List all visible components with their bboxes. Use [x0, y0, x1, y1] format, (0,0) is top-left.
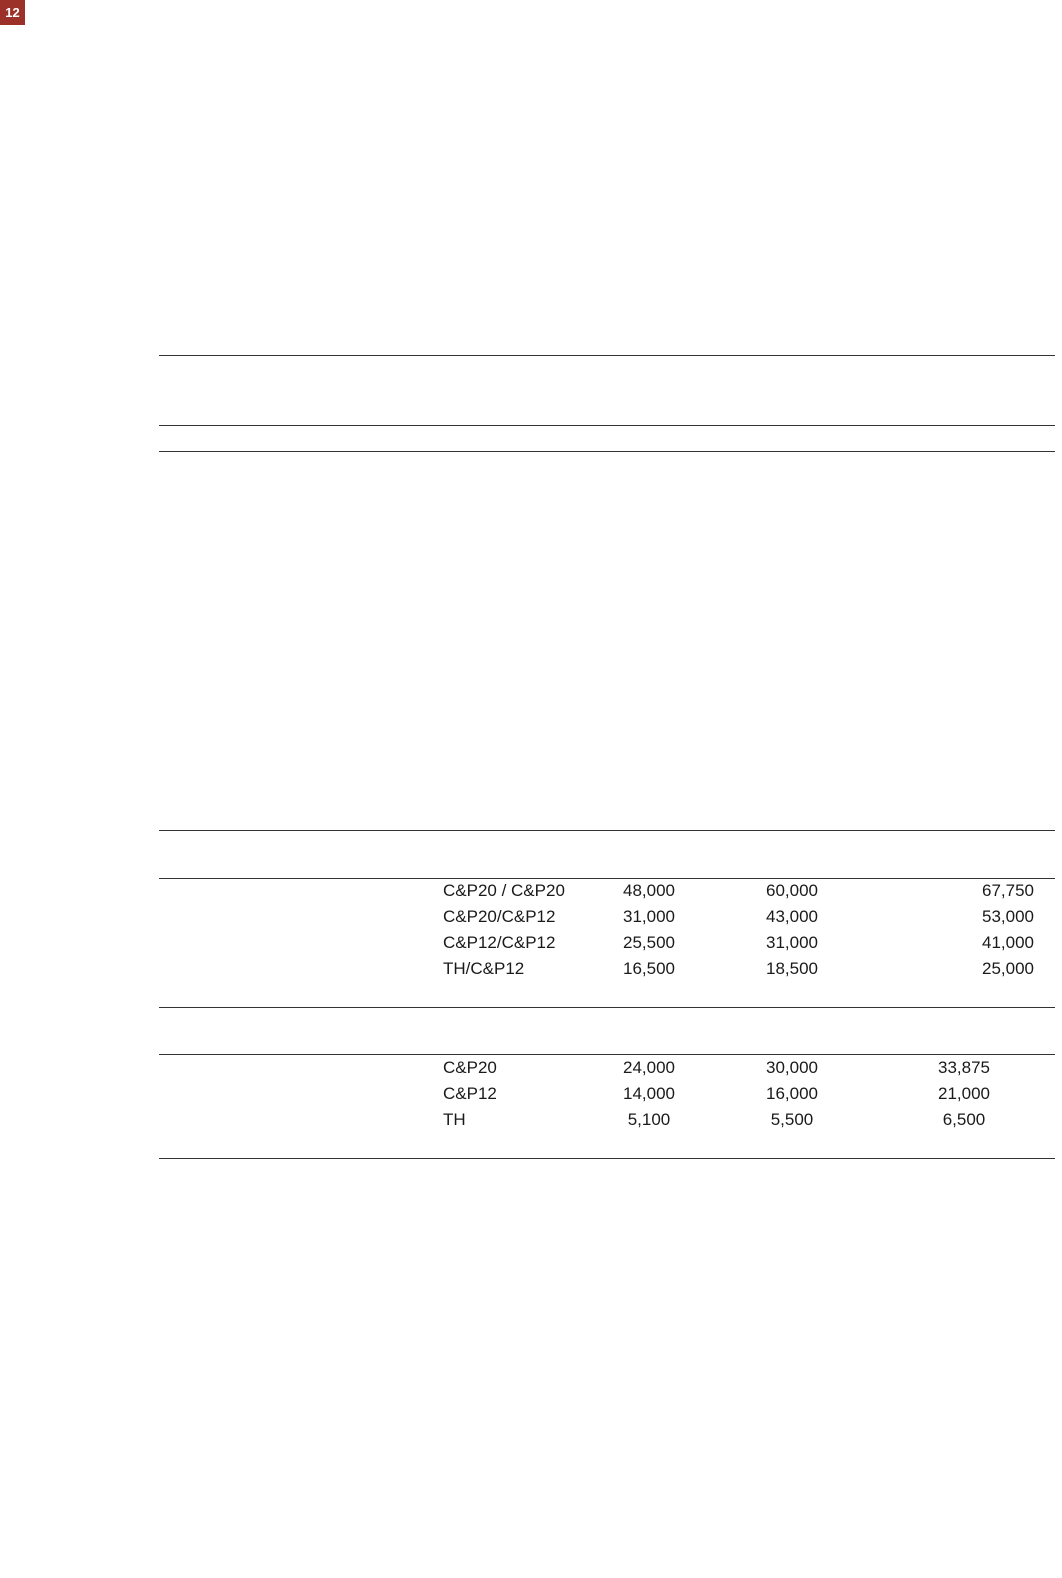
row-value-3: 67,750	[982, 881, 1034, 900]
table2-bottom-rule	[159, 1158, 1055, 1159]
upper-table-divider-rule	[159, 451, 1055, 452]
row-value-1: 48,000	[623, 881, 675, 900]
row-type: C&P20/C&P12	[443, 907, 556, 926]
table1-top-rule	[159, 830, 1055, 831]
table-row	[159, 957, 1055, 983]
row-value-2: 16,000	[766, 1084, 818, 1103]
row-value-2: 18,500	[766, 959, 818, 978]
table-row	[159, 1056, 1055, 1082]
row-value-2: 30,000	[766, 1058, 818, 1077]
row-value-2: 31,000	[766, 933, 818, 952]
table2-body	[159, 1056, 1055, 1134]
row-value-2: 43,000	[766, 907, 818, 926]
row-value-3: 33,875	[938, 1058, 990, 1077]
table-row	[159, 1108, 1055, 1134]
row-type: C&P20	[443, 1058, 497, 1077]
row-value-1: 16,500	[623, 959, 675, 978]
row-value-2: 60,000	[766, 881, 818, 900]
row-value-3: 25,000	[982, 959, 1034, 978]
row-value-2: 5,500	[770, 1110, 814, 1129]
table2-top-rule	[159, 1007, 1055, 1008]
row-type: TH/C&P12	[443, 959, 525, 978]
row-value-1: 31,000	[623, 907, 675, 926]
upper-table-top-rule	[159, 355, 1055, 356]
row-type: TH	[443, 1110, 466, 1129]
row-type: C&P20 / C&P20	[443, 881, 565, 900]
row-value-3: 53,000	[982, 907, 1034, 926]
table-row	[159, 905, 1055, 931]
row-value-1: 25,500	[623, 933, 675, 952]
row-value-1: 14,000	[623, 1084, 675, 1103]
table1-body	[159, 879, 1055, 983]
row-type: C&P12/C&P12	[443, 933, 556, 952]
row-value-3: 41,000	[982, 933, 1034, 952]
page-number-badge: 12	[0, 0, 25, 25]
row-value-3: 21,000	[938, 1084, 990, 1103]
row-value-1: 5,100	[627, 1110, 671, 1129]
table2-header-rule	[159, 1054, 1055, 1055]
row-value-1: 24,000	[623, 1058, 675, 1077]
table-row	[159, 931, 1055, 957]
row-value-3: 6,500	[942, 1110, 986, 1129]
table-row	[159, 1082, 1055, 1108]
upper-table-header-rule	[159, 425, 1055, 426]
table-row	[159, 879, 1055, 905]
row-type: C&P12	[443, 1084, 497, 1103]
